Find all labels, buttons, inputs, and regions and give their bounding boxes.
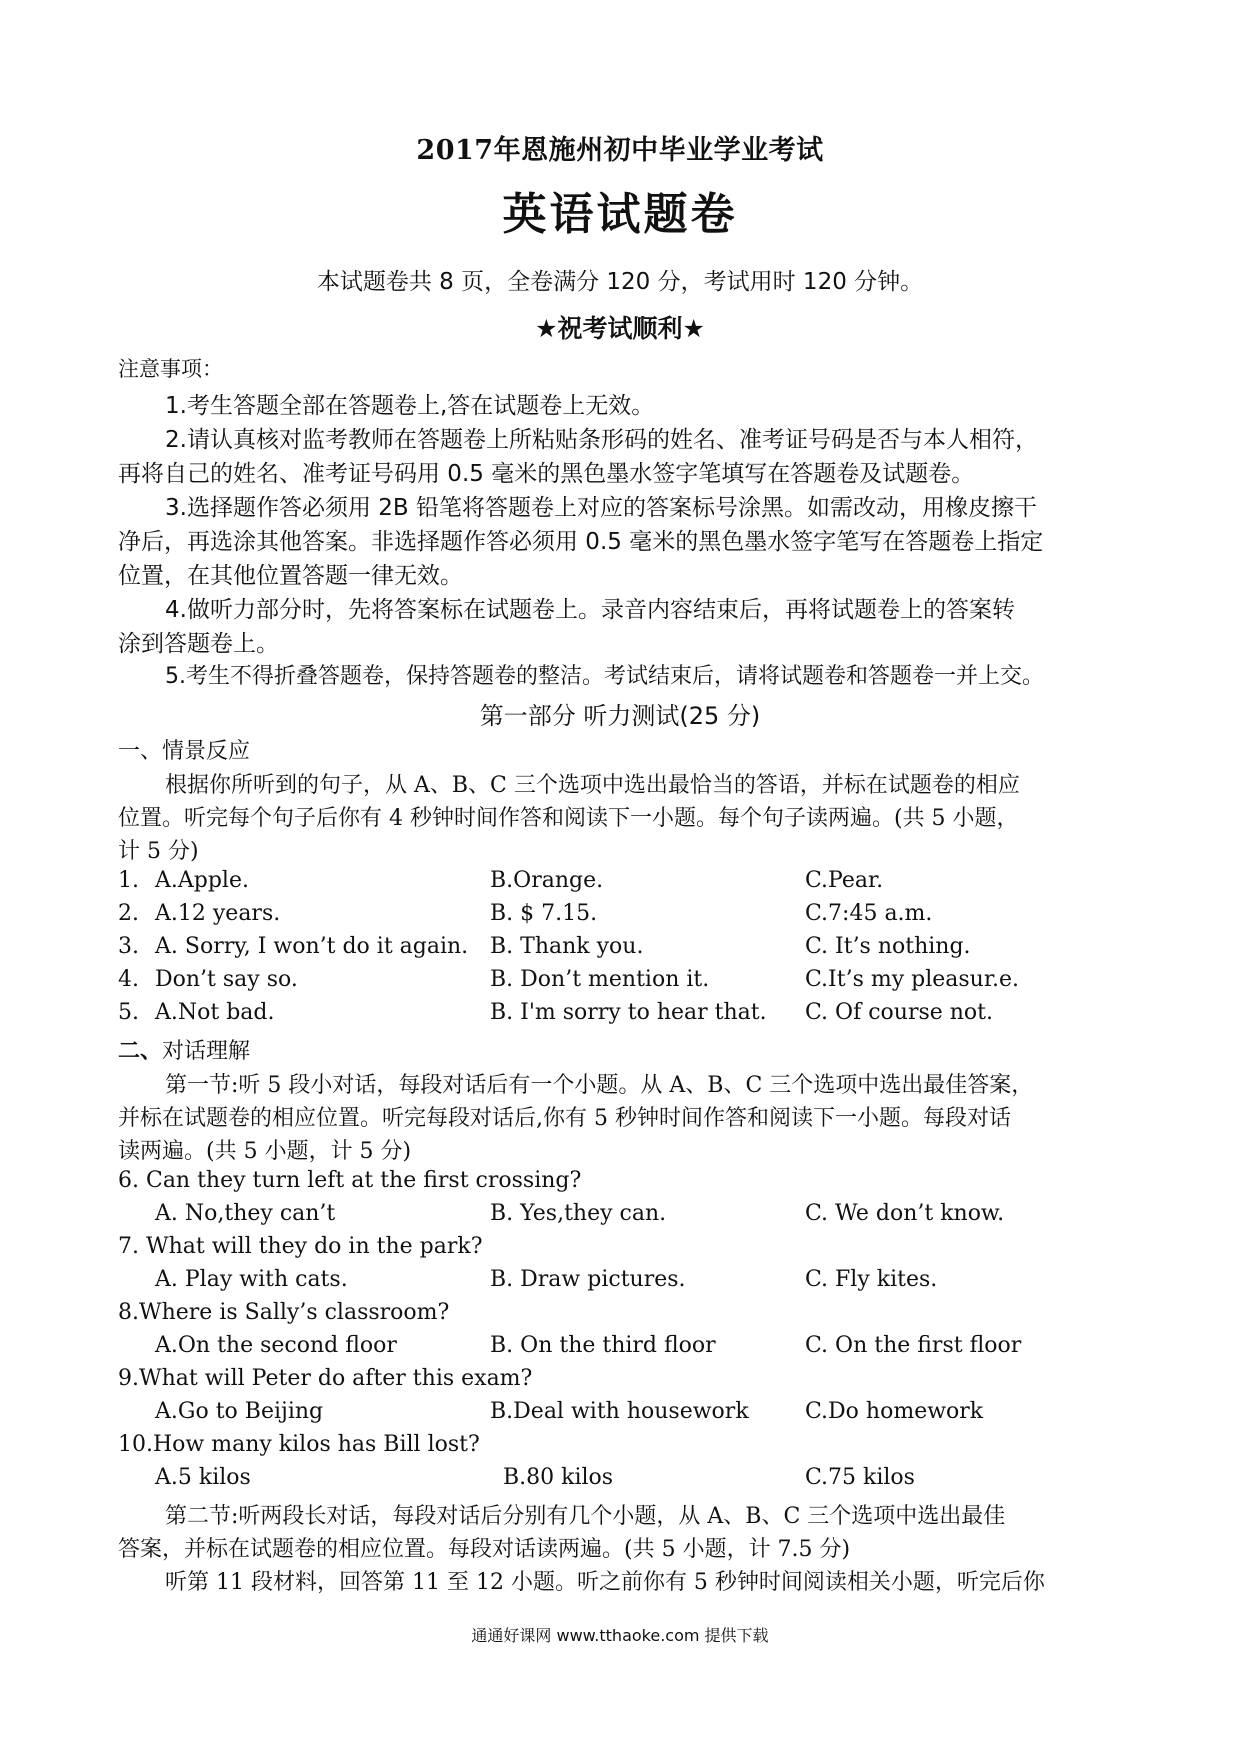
- option-a: A. Play with cats.: [155, 1267, 348, 1292]
- option-b: B. Thank you.: [490, 934, 644, 959]
- note-line: 4.做听力部分时，先将答案标在试题卷上。录音内容结束后，再将试题卷上的答案转: [165, 597, 1015, 623]
- option-b: B. Draw pictures.: [490, 1267, 686, 1292]
- option-c: C.It’s my pleasur.e.: [805, 967, 1019, 992]
- question-stem: 8.Where is Sally’s classroom?: [118, 1300, 450, 1325]
- option-b: B. I'm sorry to hear that.: [490, 1000, 767, 1025]
- question-stem: 10.How many kilos has Bill lost?: [118, 1432, 480, 1457]
- option-c: C. Fly kites.: [805, 1267, 938, 1292]
- option-a: A. Sorry, I won’t do it again.: [155, 934, 469, 959]
- option-b: B. Yes,they can.: [490, 1201, 667, 1226]
- section-one-instructions: 位置。听完每个句子后你有 4 秒钟时间作答和阅读下一小题。每个句子读两遍。(共 5 小题，: [118, 806, 1019, 831]
- section-two-instructions: 并标在试题卷的相应位置。听完每段对话后,你有 5 秒钟时间作答和阅读下一小题。每段对话: [118, 1106, 1011, 1131]
- option-b: B. $ 7.15.: [490, 901, 598, 926]
- option-a: A.Apple.: [155, 868, 249, 893]
- note-line: 3.选择题作答必须用 2B 铅笔将答题卷上对应的答案标号涂黑。如需改动，用橡皮擦干: [165, 495, 1037, 521]
- question-number: 2.: [118, 901, 139, 926]
- option-c: C. We don’t know.: [805, 1201, 1005, 1226]
- question-stem: 9.What will Peter do after this exam?: [118, 1366, 533, 1391]
- option-c: C. It’s nothing.: [805, 934, 971, 959]
- option-b: B. On the third floor: [490, 1333, 716, 1358]
- note-line: 涂到答题卷上。: [118, 631, 279, 657]
- option-a: A.12 years.: [155, 901, 281, 926]
- option-c: C. On the first floor: [805, 1333, 1022, 1358]
- section-two-part-two-instructions: 听第 11 段材料，回答第 11 至 12 小题。听之前你有 5 秒钟时间阅读相关小题，听完后你: [165, 1570, 1045, 1595]
- question-number: 3.: [118, 934, 139, 959]
- section-one-heading: 一、情景反应: [118, 739, 251, 764]
- section-two-instructions: 读两遍。(共 5 小题，计 5 分): [118, 1139, 412, 1164]
- notes-heading: 注意事项：: [118, 357, 223, 381]
- option-a: A.Not bad.: [155, 1000, 275, 1025]
- section-two-part-two-instructions: 第二节:听两段长对话，每段对话后分别有几个小题，从 A、B、C 三个选项中选出最佳: [165, 1504, 1006, 1529]
- option-b: B.80 kilos: [503, 1465, 614, 1490]
- section-one-instructions: 根据你所听到的句子，从 A、B、C 三个选项中选出最恰当的答语，并标在试题卷的相应: [165, 773, 1020, 798]
- question-number: 5.: [118, 1000, 139, 1025]
- question-stem: 7. What will they do in the park?: [118, 1234, 483, 1259]
- option-c: C.75 kilos: [805, 1465, 915, 1490]
- question-number: 1.: [118, 868, 139, 893]
- footer-source: 通通好课网 www.tthaoke.com 提供下载: [471, 1626, 769, 1645]
- option-b: B.Orange.: [490, 868, 604, 893]
- note-line: 1.考生答题全部在答题卷上,答在试题卷上无效。: [165, 393, 655, 419]
- note-line: 2.请认真核对监考教师在答题卷上所粘贴条形码的姓名、准考证号码是否与本人相符，: [165, 427, 1038, 453]
- part-one-title: 第一部分 听力测试(25 分): [479, 702, 761, 730]
- option-a: A.On the second floor: [155, 1333, 397, 1358]
- note-line: 5.考生不得折叠答题卷，保持答题卷的整洁。考试结束后，请将试题卷和答题卷一并上交。: [165, 664, 1044, 689]
- section-two-part-two-instructions: 答案，并标在试题卷的相应位置。每段对话读两遍。(共 5 小题，计 7.5 分): [118, 1537, 851, 1562]
- section-two-heading-text: 对话理解: [162, 1039, 251, 1064]
- option-c: C. Of course not.: [805, 1000, 994, 1025]
- section-two-heading-prefix: 二、: [118, 1039, 163, 1064]
- note-line: 净后，再选涂其他答案。非选择题作答必须用 0.5 毫米的黑色墨水签字笔写在答题卷上指定: [118, 529, 1044, 555]
- good-luck-banner: ★祝考试顺利★: [535, 314, 705, 343]
- exam-title: 2017年恩施州初中毕业学业考试: [416, 135, 824, 166]
- option-b: B. Don’t mention it.: [490, 967, 710, 992]
- option-a: A.Go to Beijing: [155, 1399, 324, 1424]
- option-a: A. No,they can’t: [155, 1201, 336, 1226]
- option-c: C.Do homework: [805, 1399, 984, 1424]
- option-a: Don’t say so.: [155, 967, 298, 992]
- paper-title: 英语试题卷: [502, 189, 738, 240]
- question-stem: 6. Can they turn left at the first crossing?: [118, 1168, 582, 1193]
- section-two-heading: [118, 1034, 250, 1065]
- option-c: C.Pear.: [805, 868, 884, 893]
- note-line: 位置，在其他位置答题一律无效。: [118, 563, 463, 589]
- paper-intro: 本试题卷共 8 页，全卷满分 120 分，考试用时 120 分钟。: [316, 269, 924, 295]
- note-line: 再将自己的姓名、准考证号码用 0.5 毫米的黑色墨水签字笔填写在答题卷及试题卷。: [118, 461, 975, 487]
- option-b: B.Deal with housework: [490, 1399, 749, 1424]
- option-a: A.5 kilos: [155, 1465, 251, 1490]
- section-one-instructions: 计 5 分): [118, 839, 199, 864]
- section-two-instructions: 第一节:听 5 段小对话，每段对话后有一个小题。从 A、B、C 三个选项中选出最佳答案，: [165, 1073, 1034, 1098]
- option-c: C.7:45 a.m.: [805, 901, 933, 926]
- question-number: 4.: [118, 967, 139, 992]
